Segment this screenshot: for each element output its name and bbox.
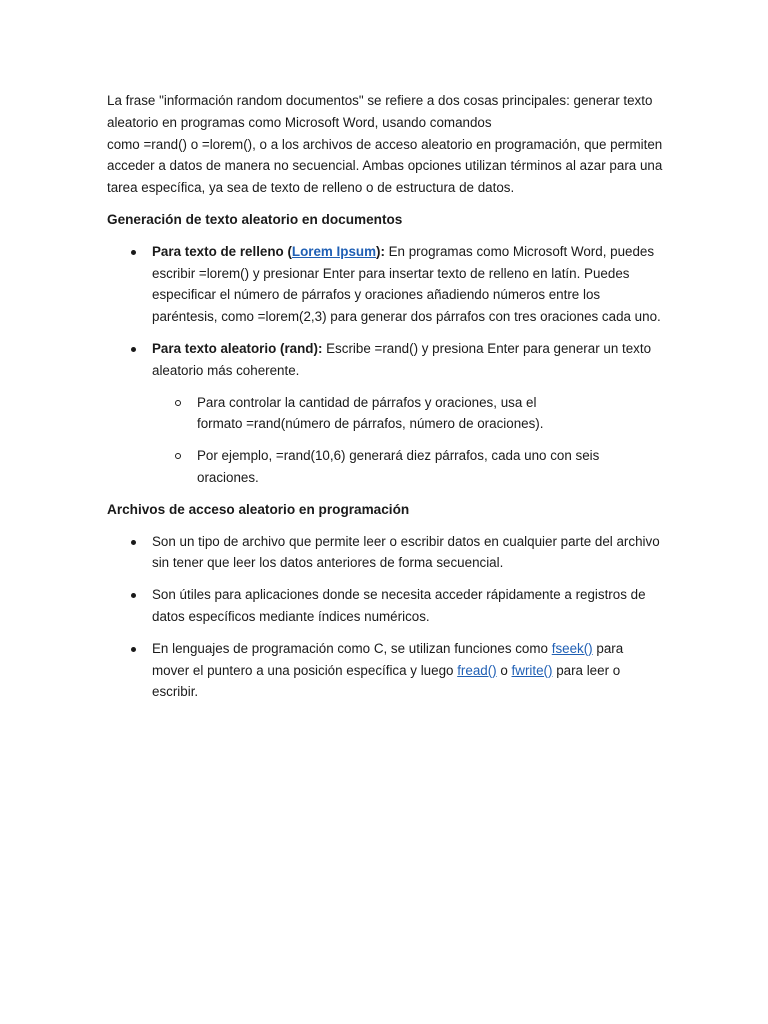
item-label: Para texto de relleno (Lorem Ipsum): — [152, 243, 385, 259]
document-page — [107, 90, 663, 713]
list-item: Son útiles para aplicaciones donde se necesita acceder rápidamente a registros de datos específicos mediante índices numéricos. — [152, 584, 663, 628]
list-item: Son un tipo de archivo que permite leer o escribir datos en cualquier parte del archivo sin tener que leer los datos anteriores de forma secuencial. — [152, 531, 663, 575]
bullet-circle-icon — [175, 453, 181, 459]
rand-sublist — [152, 392, 663, 489]
bullet-dot-icon — [131, 347, 136, 352]
list-item: En lenguajes de programación como C, se utilizan funciones como fseek() para mover el puntero a una posición específica y luego fread() o fwrite() para leer o escribir. — [152, 638, 663, 703]
bullet-dot-icon — [131, 540, 136, 545]
fseek-link[interactable]: fseek() — [551, 640, 593, 656]
item-text: Escribe =rand() y presiona Enter para generar un texto aleatorio más coherente. — [152, 340, 652, 378]
sub-list-item: Por ejemplo, =rand(10,6) generará diez párrafos, cada uno con seis oraciones. — [197, 445, 663, 489]
fwrite-link[interactable]: fwrite() — [511, 662, 553, 678]
text-generation-list — [107, 241, 663, 489]
item-text: En programas como Microsoft Word, puedes escribir =lorem() y presionar Enter para insertar texto de relleno en latín. Puedes especificar el número de párrafos y oraciones añadiendo números entre los paréntesis, como =lorem(2,3) para generar dos párrafos con tres oraciones cada uno. — [152, 243, 661, 325]
section-heading-text-generation: Generación de texto aleatorio en documentos — [107, 211, 403, 227]
fread-link[interactable]: fread() — [457, 662, 497, 678]
intro-line-1: La frase "información random documentos" se refiere a dos cosas principales: generar texto aleatorio en programas como Microsoft Word, usando comandos — [107, 93, 653, 130]
list-item — [152, 241, 663, 328]
lorem-ipsum-link[interactable]: Lorem Ipsum — [291, 243, 376, 259]
bullet-circle-icon — [175, 400, 181, 406]
item-label: Para texto aleatorio (rand): — [152, 340, 323, 356]
bullet-dot-icon — [131, 593, 136, 598]
intro-paragraph — [107, 90, 663, 199]
list-item — [152, 338, 663, 489]
intro-line-2: como =rand() o =lorem(), o a los archivos de acceso aleatorio en programación, que permiten acceder a datos de manera no secuencial. Ambas opciones utilizan términos al azar para una tarea específica, ya sea de texto de relleno o de estructura de datos. — [107, 136, 663, 196]
sub-list-item: Para controlar la cantidad de párrafos y oraciones, usa el formato =rand(número de párrafos, número de oraciones). — [197, 392, 663, 436]
bullet-dot-icon — [131, 647, 136, 652]
bullet-dot-icon — [131, 250, 136, 255]
random-access-list — [107, 531, 663, 704]
section-heading-random-access-files: Archivos de acceso aleatorio en programación — [107, 501, 410, 517]
